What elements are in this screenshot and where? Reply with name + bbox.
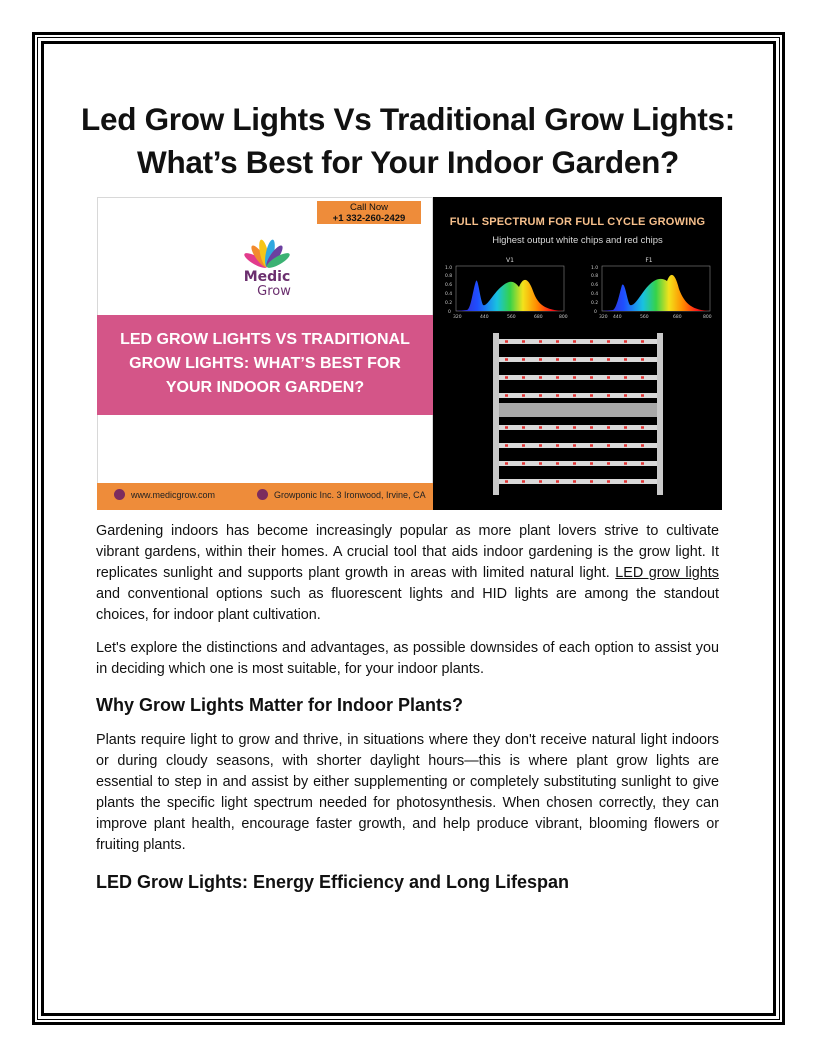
location-pin-icon — [257, 489, 268, 500]
chart-f1-x-ticks — [599, 314, 712, 320]
chart-f1-label: F1 — [645, 257, 653, 264]
svg-text:1.0: 1.0 — [445, 266, 453, 271]
led-grow-light-fixture — [493, 333, 663, 495]
banner-right-panel — [433, 197, 722, 510]
section-heading-why: Why Grow Lights Matter for Indoor Plants? — [96, 695, 463, 715]
svg-text:0.6: 0.6 — [445, 283, 453, 288]
svg-text:0.4: 0.4 — [591, 292, 599, 297]
banner-headline-line-2: GROW LIGHTS: WHAT’S BEST FOR — [129, 355, 401, 372]
svg-text:0.6: 0.6 — [591, 283, 599, 288]
svg-text:800: 800 — [559, 315, 568, 320]
chart-f1-y-ticks — [591, 265, 598, 315]
page-title-line-1: Led Grow Lights Vs Traditional Grow Lights: — [81, 101, 735, 137]
explore-paragraph: Let's explore the distinctions and advantages, as possible downsides of each option to assist you in deciding which one is most suitable, for your indoor plants. — [96, 640, 719, 677]
call-now-badge — [317, 201, 421, 224]
svg-text:0.2: 0.2 — [591, 301, 599, 306]
svg-text:0: 0 — [594, 310, 597, 315]
address-text: Growponic Inc. 3 Ironwood, Irvine, CA — [274, 489, 426, 500]
spectrum-title: FULL SPECTRUM FOR FULL CYCLE GROWING — [449, 216, 706, 228]
website-text: www.medicgrow.com — [131, 489, 216, 500]
banner-left-panel — [97, 197, 433, 510]
banner-headline-line-3: YOUR INDOOR GARDEN? — [165, 379, 365, 396]
medic-grow-logo — [221, 237, 313, 297]
chart-v1-label: V1 — [506, 257, 514, 264]
address-item — [257, 489, 426, 500]
why-paragraph: Plants require light to grow and thrive, in situations where they don't receive natural light indoors or during cloudy seasons, with shorter daylight hours—this is where plant grow lights are essential to step in and assist by either supplementing or completely substituting sunlight to give plants the specific light spectrum needed for photosynthesis. When chosen correctly, they can improve plant health, encourage faster growth, and help produce vibrant, blooming flowers or fruiting plants. — [96, 732, 719, 853]
svg-text:Grow: Grow — [257, 284, 291, 297]
intro-paragraph — [96, 521, 719, 626]
chart-v1 — [445, 257, 568, 320]
svg-text:0.4: 0.4 — [445, 292, 453, 297]
svg-text:Medic: Medic — [243, 269, 291, 285]
led-grow-lights-link[interactable]: LED grow lights — [615, 564, 719, 581]
banner-headline-line-1: LED GROW LIGHTS VS TRADITIONAL — [120, 331, 410, 348]
svg-text:800: 800 — [703, 315, 712, 320]
banner-headline-box — [97, 315, 433, 415]
intro-text-2: and conventional options such as fluorescent lights and HID lights are among the standout choices, for indoor plant cultivation. — [96, 585, 719, 623]
svg-text:0.8: 0.8 — [591, 274, 599, 279]
svg-text:560: 560 — [640, 315, 649, 320]
page-title — [60, 98, 756, 184]
svg-text:680: 680 — [534, 315, 543, 320]
website-item — [114, 489, 215, 500]
section-heading-led: LED Grow Lights: Energy Efficiency and Long Lifespan — [96, 872, 570, 892]
svg-text:0.8: 0.8 — [445, 274, 453, 279]
call-now-phone: +1 332-260-2429 — [332, 213, 406, 224]
chart-v1-x-ticks — [453, 314, 568, 320]
svg-text:320: 320 — [599, 315, 608, 320]
globe-icon — [114, 489, 125, 500]
call-now-label: Call Now — [349, 202, 388, 213]
svg-text:320: 320 — [453, 315, 462, 320]
svg-text:1.0: 1.0 — [591, 266, 599, 271]
svg-text:440: 440 — [480, 315, 489, 320]
svg-text:0.2: 0.2 — [445, 301, 453, 306]
chart-v1-y-ticks — [445, 265, 452, 315]
spectrum-charts — [433, 255, 722, 325]
banner-headline — [97, 328, 433, 400]
banner-contact-bar — [97, 483, 433, 510]
spectrum-subtitle: Highest output white chips and red chips — [492, 235, 663, 246]
hero-banner-image — [97, 197, 722, 510]
page-title-line-2: What’s Best for Your Indoor Garden? — [137, 144, 679, 180]
svg-text:680: 680 — [673, 315, 682, 320]
intro-text-1: Gardening indoors has become increasingly popular as more plant lovers strive to cultivate vibrant gardens, within their homes. A crucial tool that aids indoor gardening is the grow light. It replicates sunlight and supports plant growth in areas with limited natural light. — [96, 523, 719, 581]
chart-f1 — [591, 257, 712, 320]
svg-text:0: 0 — [448, 310, 451, 315]
svg-text:560: 560 — [507, 315, 516, 320]
svg-text:440: 440 — [613, 315, 622, 320]
